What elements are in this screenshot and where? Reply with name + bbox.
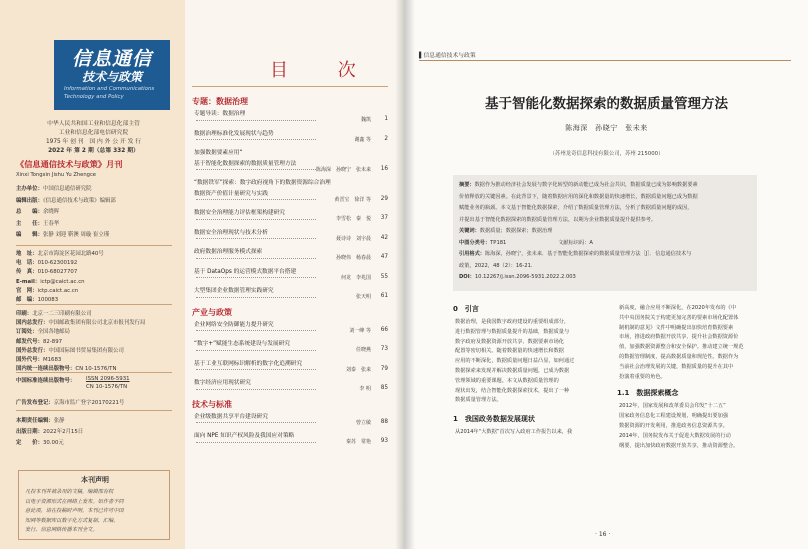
pricing-row-label: 定 价： bbox=[16, 440, 43, 446]
logo-english-line2: Technology and Policy bbox=[64, 94, 124, 100]
notice-line: 意此项，请在投稿时声明。本刊已许可中国 bbox=[25, 508, 124, 514]
running-head: ▌信息通信技术与政策 bbox=[419, 53, 476, 59]
body-text-line: 2012年，国家发展和改革委员会印发“十二五” bbox=[619, 403, 726, 410]
masthead-row-label: 总 编： bbox=[16, 209, 43, 215]
body-text-line: 制机制的意见》文件中明确提出加快培育数据要素 bbox=[619, 324, 734, 331]
toc-section-heading: 产业与政策 bbox=[192, 307, 232, 317]
ad-license: 广告发布登记：京海市监广登字20170221号 bbox=[16, 400, 125, 406]
contact-row-value: 100083 bbox=[37, 297, 59, 303]
abstract-line bbox=[459, 227, 552, 234]
toc-item-authors: 曾立敏 bbox=[355, 419, 371, 426]
toc-item-title: 加强数据要素应用“ bbox=[194, 150, 243, 156]
notice-line: 凡投本刊并被录用的文稿，编辑部有权 bbox=[25, 489, 114, 495]
body-text-line: 从2014年“大数据”首次写入政府工作报告以来，我 bbox=[455, 429, 573, 436]
body-text-line: 数字政府及数据资源开放共享、数据要素市场化 bbox=[455, 338, 564, 345]
running-head-rule bbox=[419, 60, 791, 61]
toc-item-title: 基于工业互联网标识解析的数字化追溯研究 bbox=[194, 360, 303, 367]
page-number: · 16 · bbox=[595, 531, 611, 538]
toc-leader bbox=[196, 297, 316, 298]
notice-line: 知网等数据库以数字化方式复制、汇编、 bbox=[25, 517, 119, 524]
toc-item-authors: 陈海深 孙晓宁 张未来 bbox=[315, 166, 371, 173]
toc-item-page: 42 bbox=[380, 234, 388, 241]
abstract-label: 关键词： bbox=[459, 228, 480, 234]
body-text-line: 当前社会治理发展的关键，数据质量的提升在其中 bbox=[619, 363, 734, 370]
printing-row bbox=[16, 364, 117, 372]
abstract-text: 陈海深，孙晓宁，张未来．基于智能化数据探索的数据质量管理方法［J］．信息通信技术与 bbox=[484, 251, 692, 257]
printing-row-label: 印刷： bbox=[16, 311, 33, 317]
toc-item-authors: 孙晓伟 杨春晨 bbox=[335, 255, 371, 261]
toc-section-heading: 技术与标准 bbox=[192, 399, 232, 409]
toc-item-authors: 秦苏 常艳 bbox=[345, 439, 371, 445]
toc-item-authors: 刘泰 张来 bbox=[345, 366, 371, 373]
printing-row-label: 国内统一连续出版物号： bbox=[16, 366, 76, 373]
toc-leader bbox=[196, 238, 316, 239]
abstract-line bbox=[459, 181, 698, 188]
toc-item-page: 2 bbox=[384, 135, 388, 142]
toc-leader bbox=[196, 169, 316, 170]
notice-title: 本刊声明 bbox=[81, 476, 109, 484]
contact-row-value: ictp.caict.ac.cn bbox=[37, 287, 79, 294]
toc-item-title: “数据铁军”探索：数字政府视角下的数据资源综合治理 bbox=[194, 180, 331, 186]
abstract-text: 赋能业务的瓶颈。本文基于智能化数据探索，介绍了数据质量管理方法，分析了数据质量问题的成因， bbox=[459, 205, 693, 211]
toc-item-page: 16 bbox=[380, 165, 388, 172]
abstract-text: 数据质量；数据探索；数据治理 bbox=[479, 228, 553, 234]
abstract-line bbox=[459, 204, 692, 211]
masthead-column bbox=[0, 0, 185, 549]
toc-leader bbox=[196, 199, 316, 200]
printing-row-value: CN 10-1576/TN bbox=[75, 366, 117, 373]
masthead-row-label: 编辑出版： bbox=[16, 197, 43, 204]
body-text-line: 现状出发，结合智能化数据探索技术，提出了一种 bbox=[455, 387, 570, 394]
toc-item-title: 大型集团企业数据管理实践研究 bbox=[194, 288, 274, 294]
divider bbox=[16, 304, 172, 305]
logo-english-line1: Information and Communications bbox=[64, 86, 155, 92]
toc-heading-rule bbox=[192, 86, 388, 87]
printing-row-value: 中国国际图书贸易集团有限公司 bbox=[48, 347, 124, 354]
book-gutter bbox=[395, 0, 415, 549]
masthead-row-label: 编 辑： bbox=[16, 232, 43, 238]
section-heading: 1 我国政务数据发展现状 bbox=[453, 415, 535, 424]
toc-item-page: 88 bbox=[380, 418, 388, 425]
abstract-label: DOI： bbox=[459, 274, 475, 280]
contact-row-label: 传 真： bbox=[16, 269, 38, 276]
toc-item-page: 47 bbox=[380, 254, 388, 260]
pricing-row-value: 张静 bbox=[53, 418, 65, 424]
body-text-line: 国家政务信息化工程建设规划，明确提出要加强 bbox=[619, 413, 728, 420]
printing-row-label: 邮发代号： bbox=[16, 338, 43, 345]
contact-row-label: 电 话： bbox=[16, 260, 38, 267]
printing-row bbox=[16, 318, 145, 326]
abstract-text: 数据作为推动经济社会发展与数字化转型的新动能已成为社会共识，数据质量已成为影响数据要素 bbox=[474, 182, 698, 188]
abstract-line bbox=[459, 216, 656, 223]
toc-item-authors: 聂诗诗 刘宇晨 bbox=[335, 235, 371, 242]
toc-item-authors: 李 明 bbox=[359, 386, 371, 392]
contact-row-label: 邮 编： bbox=[16, 297, 38, 303]
printing-row bbox=[16, 309, 92, 317]
body-text-line: 数据探索来发现并解决数据质量问题，已成为数据 bbox=[455, 368, 570, 374]
divider bbox=[16, 372, 172, 373]
masthead-row-value: 中国信息通信研究院 bbox=[42, 186, 92, 192]
contact-row-label: 官 网： bbox=[16, 287, 38, 294]
toc-item-title: 企业网络安全防御能力提升研究 bbox=[194, 321, 274, 328]
masthead-row bbox=[16, 196, 116, 204]
toc-leader bbox=[196, 389, 316, 390]
toc-item-authors: 魏凯 bbox=[360, 117, 371, 123]
toc-item-page: 73 bbox=[380, 346, 388, 352]
logo-subtitle: 技术与政策 bbox=[81, 70, 142, 84]
toc-item-page: 1 bbox=[384, 116, 388, 122]
pricing-row bbox=[16, 438, 64, 446]
body-text-line: 纲要，提出加快政府数据开放共享，推动资源整合。 bbox=[619, 442, 739, 449]
toc-item-title: “数字+”赋能生态系统建设与发展研究 bbox=[194, 341, 290, 347]
toc-leader bbox=[196, 330, 316, 331]
printing-row-value: M1683 bbox=[42, 357, 62, 363]
pricing-row bbox=[16, 427, 83, 435]
body-text-line: 配置等密切相关。随着数据量的快速增长和数据 bbox=[455, 348, 564, 355]
contact-row-value: ictp@caict.ac.cn bbox=[40, 278, 85, 285]
body-text-line: 数据治理，是我国数字政府建设的重要组成部分， bbox=[455, 319, 570, 325]
toc-leader bbox=[196, 258, 316, 259]
pricing-row bbox=[16, 416, 65, 424]
toc-leader bbox=[196, 139, 316, 140]
masthead-row bbox=[16, 230, 109, 238]
toc-leader bbox=[196, 422, 316, 423]
article-affiliation: （苏州龙奇信息科技有限公司，苏州 215000） bbox=[549, 151, 664, 157]
abstract-line bbox=[459, 273, 576, 280]
printing-row bbox=[16, 355, 61, 363]
contact-row bbox=[16, 249, 104, 257]
abstract-line bbox=[459, 193, 698, 200]
masthead-row-value: 王春华 bbox=[42, 220, 60, 227]
toc-item-page: 93 bbox=[380, 438, 388, 444]
masthead-row bbox=[16, 184, 92, 192]
cn-number: CN 10-1576/TN bbox=[86, 384, 128, 390]
notice-line: 以电子资源形式在网络上发布。如作者不同 bbox=[25, 498, 124, 505]
contact-row bbox=[16, 267, 77, 275]
journal-pinyin: Xinxi Tongxin Jishu Yu Zhengce bbox=[16, 172, 96, 178]
printing-row-value: 全国各地邮局 bbox=[37, 329, 70, 336]
article-page bbox=[405, 0, 808, 549]
section-heading: 0 引言 bbox=[453, 305, 479, 313]
body-text-line: 市场，推进政府数据开放共享、提升社会数据资源价 bbox=[619, 334, 739, 341]
toc-leader bbox=[196, 120, 316, 121]
toc-item-authors: 谢鑫 等 bbox=[354, 136, 371, 143]
masthead-row-label: 主 任： bbox=[16, 220, 43, 227]
sponsor-line: 1975 年 创 刊 国 内 外 公 开 发 行 bbox=[45, 139, 142, 145]
abstract-text: TP181 文献标识码：A bbox=[490, 239, 593, 246]
toc-item-title: 面向 NPE 知识产权风险及我国应对策略 bbox=[194, 433, 295, 439]
pricing-row-value: 30.00元 bbox=[42, 440, 64, 446]
printing-row bbox=[16, 346, 124, 354]
toc-item-authors: 张天明 bbox=[355, 294, 371, 300]
toc-leader bbox=[196, 219, 316, 220]
toc-item-page: 29 bbox=[380, 195, 388, 202]
toc-item-title: 数据安全治理现状与技术分析 bbox=[194, 229, 268, 236]
toc-item-page: 61 bbox=[380, 293, 388, 299]
masthead-row-label: 主办单位： bbox=[16, 186, 43, 192]
abstract-text: 并提出基于智能化数据探索的数据质量管理方法，以期为企业数据质量提升提供参考。 bbox=[459, 216, 657, 223]
toc-item-title: 数据治理标准化发展现状与趋势 bbox=[194, 130, 274, 137]
toc-item-title: 基于 DataOps 的运营模式数据平台搭建 bbox=[194, 268, 297, 275]
sponsor-line: 2022 年 第 2 期（总第 332 期） bbox=[48, 148, 139, 154]
abstract-line bbox=[459, 239, 593, 246]
masthead-row-value: 《信息通信技术与政策》编辑部 bbox=[42, 197, 116, 204]
contact-row bbox=[16, 295, 58, 303]
toc-item-title: 政府数据治理服务模式探索 bbox=[194, 249, 263, 255]
toc-item-authors: 李雪松 秦 悦 bbox=[335, 216, 371, 222]
toc-item-title: 数据安全治理能力评估框架构建研究 bbox=[194, 210, 285, 216]
printing-row bbox=[16, 327, 70, 335]
issn-number: ISSN 2096-5931 bbox=[86, 376, 130, 382]
contact-row-label: 地 址： bbox=[16, 251, 38, 257]
abstract-label: 引用格式： bbox=[459, 251, 485, 257]
body-text-line: 新高度，融合应用不断深化，在2020年发布的《中 bbox=[619, 305, 736, 311]
abstract-text: 10.12267/j.issn.2096-5931.2022.2.003 bbox=[474, 274, 576, 280]
body-text-line: 管理领域的重要课题。本文从数据质量管理的 bbox=[455, 377, 559, 384]
toc-item-page: 85 bbox=[380, 385, 388, 391]
toc-item-page: 55 bbox=[380, 273, 388, 280]
pricing-row-label: 出版日期： bbox=[16, 429, 43, 435]
toc-item-authors: 任晓燕 bbox=[355, 347, 371, 353]
divider bbox=[16, 410, 172, 411]
contact-row-value: 010-62300192 bbox=[37, 260, 78, 267]
toc-section-heading: 专题：数据治理 bbox=[192, 97, 248, 106]
notice-box bbox=[18, 470, 170, 540]
printing-row-value: 中国邮政集团有限公司北京市报刊发行局 bbox=[48, 320, 146, 327]
masthead-row-value: 张静 刘迎 靳澳 周璇 崔立瑾 bbox=[42, 232, 110, 238]
printing-row-value: 北京一二三印刷有限公司 bbox=[32, 311, 92, 317]
toc-item-title: 企业级数据共享平台建设研究 bbox=[194, 413, 268, 420]
body-text-line: 共中央国务院关于构建更加完善的要素市场化配置体 bbox=[619, 314, 739, 321]
printing-row-label: 国外代号： bbox=[16, 357, 43, 363]
abstract-label: 摘要： bbox=[459, 182, 475, 188]
toc-item-title: 数据资产价值计量研究与实践 bbox=[194, 190, 268, 197]
article-authors: 陈海深 孙晓宁 张未来 bbox=[565, 124, 648, 132]
toc-item-page: 37 bbox=[380, 215, 388, 221]
body-text-line: 应用的不断深化，数据质量问题日益凸显，如何通过 bbox=[455, 358, 575, 365]
toc-item-title: 基于智能化数据探索的数据质量管理方法 bbox=[194, 160, 297, 167]
printing-row-label: 订阅处： bbox=[16, 329, 38, 336]
toc-leader bbox=[196, 277, 316, 278]
abstract-line bbox=[459, 262, 533, 269]
masthead-row-value: 余晓晖 bbox=[42, 209, 60, 215]
body-text-line: 值，加强数据资源整合和安全保护。推动建立统一规范 bbox=[619, 344, 744, 351]
contact-row bbox=[16, 286, 78, 294]
printing-row bbox=[16, 337, 62, 345]
toc-heading: 目 次 bbox=[270, 60, 378, 81]
contact-row-value: 010-68027707 bbox=[37, 269, 78, 276]
printing-row-value: 82-897 bbox=[42, 338, 63, 345]
body-text-line: 数据资源的开发利用，推进政务信息资源共享。 bbox=[619, 423, 728, 429]
abstract-text: 政策，2022，48（2）：16-21. bbox=[459, 262, 533, 269]
journal-title: 《信息通信技术与政策》月刊 bbox=[16, 159, 123, 169]
toc-leader bbox=[196, 369, 316, 370]
body-text-line: 2014年，国务院发布关于促进大数据发展的行动 bbox=[619, 432, 731, 439]
toc-item-authors: 黄晋宝 徐洋 等 bbox=[334, 196, 371, 203]
notice-line: 发行、信息网络传播本刊全文。 bbox=[25, 527, 98, 533]
abstract-line bbox=[459, 250, 691, 257]
contact-row bbox=[16, 277, 85, 285]
toc-item-page: 66 bbox=[380, 326, 388, 333]
section-heading: 1.1 数据探索概念 bbox=[617, 389, 679, 398]
body-text-line: 数据质量管理方法。 bbox=[455, 397, 502, 404]
body-text-line: 的数据管理制度，提高数据质量和规范性。数据作为 bbox=[619, 354, 739, 360]
divider bbox=[16, 245, 172, 246]
logo-title: 信息通信 bbox=[71, 48, 152, 70]
contact-row-value: 北京市海淀区花园北路40号 bbox=[37, 251, 104, 257]
toc-item-authors: 刘一峰 等 bbox=[349, 327, 371, 334]
pricing-row-value: 2022年2月15日 bbox=[42, 429, 84, 435]
abstract-text: 价值释放的关键因素。在此背景下，随着数据应用的深化和数据量的快速增长，数据质量问题已成为数据 bbox=[459, 193, 698, 200]
issn-label: 中国标准连续出版物号： bbox=[16, 378, 76, 384]
printing-row-label: 国外总发行： bbox=[16, 347, 49, 354]
abstract-label: 中图分类号： bbox=[459, 239, 491, 246]
masthead-row bbox=[16, 207, 59, 215]
printing-row-label: 国内总发行： bbox=[16, 320, 49, 327]
toc-item-page: 79 bbox=[380, 365, 388, 372]
contact-row bbox=[16, 258, 77, 266]
toc-item-title: 专题导读：数据治理 bbox=[194, 111, 246, 117]
abstract-box bbox=[453, 175, 757, 291]
body-text-line: 扮演着重要的角色。 bbox=[619, 373, 666, 380]
toc-item-title: 数字经济应用现状研究 bbox=[194, 380, 251, 386]
sponsor-line: 中华人民共和国工业和信息化部主管 bbox=[47, 121, 140, 127]
toc-leader bbox=[196, 442, 316, 443]
pricing-row-label: 本期责任编辑： bbox=[16, 418, 54, 424]
toc-item-authors: 何龙 李兆国 bbox=[340, 274, 371, 281]
body-text-line: 进行数据管理与数据质量提升的基础，数据质量与 bbox=[455, 328, 570, 335]
contact-row-label: E-mail： bbox=[16, 278, 41, 285]
toc-leader bbox=[196, 350, 316, 351]
article-title: 基于智能化数据探索的数据质量管理方法 bbox=[485, 96, 728, 112]
journal-logo bbox=[54, 40, 170, 110]
sponsor-line: 工业和信息化部电信研究院 bbox=[58, 130, 129, 136]
masthead-row bbox=[16, 219, 59, 227]
